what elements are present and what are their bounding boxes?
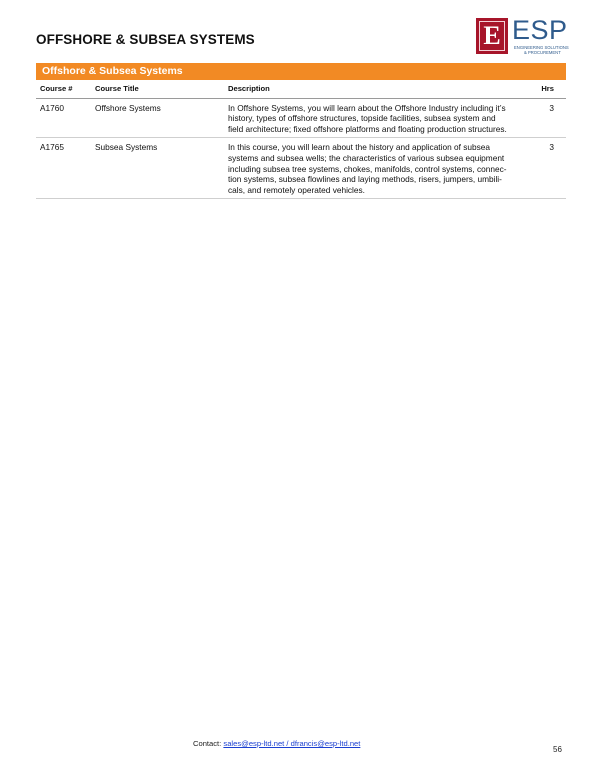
logo-tagline-2: & PROCUREMENT (524, 50, 561, 55)
logo-mark-letter: E (479, 21, 505, 51)
description-line: field architecture; fixed offshore platforms and floating production structures. (228, 123, 507, 134)
page-title: OFFSHORE & SUBSEA SYSTEMS (36, 32, 255, 47)
course-number: A1765 (36, 138, 95, 199)
description-line: including subsea tree systems, chokes, manifolds, control systems, connec- (228, 163, 507, 174)
description-line: In Offshore Systems, you will learn about the Offshore Industry including it’s (228, 102, 506, 113)
table-header-row (36, 82, 566, 98)
page-number: 56 (553, 745, 562, 754)
logo-name: ESP (512, 15, 568, 45)
description-line: systems and subsea wells; the characteristics of various subsea equipment (228, 152, 505, 163)
course-description (228, 98, 528, 138)
description-line: history, types of offshore structures, topside facilities, subsea system and (228, 113, 496, 124)
course-number: A1760 (36, 98, 95, 138)
description-line: tion systems, subsea flowlines and laying methods, risers, jumpers, umbili- (228, 174, 502, 185)
company-logo (476, 15, 569, 56)
course-description (228, 138, 528, 199)
course-title: Subsea Systems (95, 138, 228, 199)
contact-email-link[interactable]: sales@esp-ltd.net / dfrancis@esp-ltd.net (223, 739, 361, 748)
description-line: cals, and remotely operated vehicles. (228, 184, 365, 195)
contact-label: Contact: (193, 739, 224, 748)
courses-table (36, 82, 566, 199)
table-row (36, 98, 566, 138)
table-row (36, 138, 566, 199)
header-hrs: Hrs (528, 82, 566, 98)
logo-mark (476, 18, 508, 54)
header-description: Description (228, 82, 528, 98)
footer-contact (193, 739, 360, 748)
section-header: Offshore & Subsea Systems (36, 63, 566, 80)
logo-tagline-1: ENGINEERING SOLUTIONS (514, 45, 569, 50)
course-hrs: 3 (528, 98, 566, 138)
header-course-number: Course # (36, 82, 95, 98)
header-course-title: Course Title (95, 82, 228, 98)
description-line: In this course, you will learn about the history and application of subsea (228, 142, 490, 153)
course-title: Offshore Systems (95, 98, 228, 138)
course-hrs: 3 (528, 138, 566, 199)
